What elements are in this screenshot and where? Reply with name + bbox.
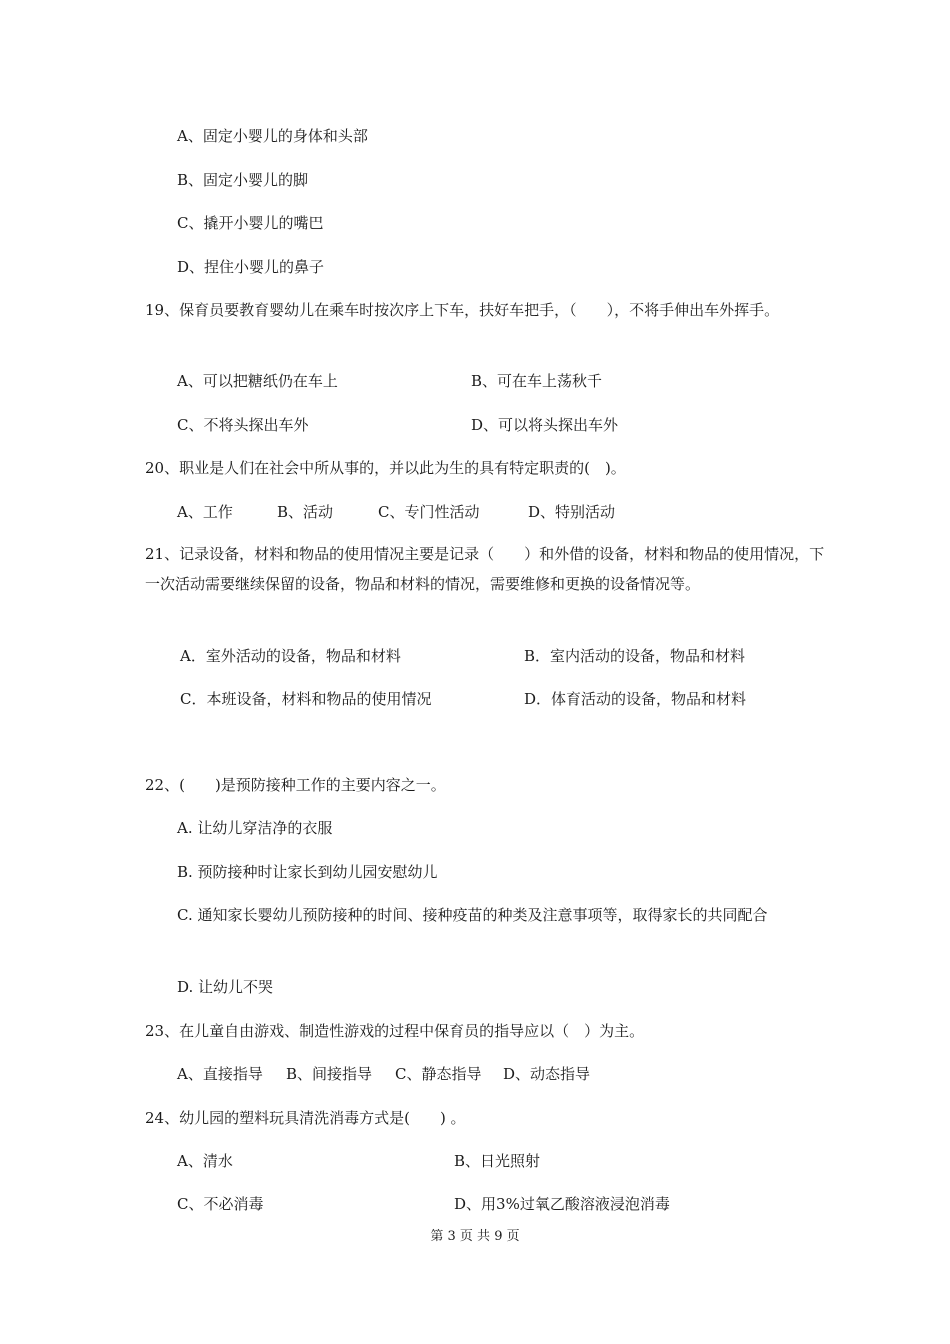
q24-stem: 24、幼儿园的塑料玩具清洗消毒方式是( ) 。 [145, 1109, 466, 1127]
q20-option-d: D、特别活动 [528, 503, 616, 521]
q19-option-d: D、可以将头探出车外 [471, 416, 619, 434]
q20-option-b: B、活动 [277, 503, 334, 521]
q23-option-d: D、动态指导 [503, 1065, 591, 1083]
q19-option-c: C、不将头探出车外 [177, 416, 309, 434]
q22-option-d: D. 让幼儿不哭 [177, 978, 274, 996]
q18-option-b: B、固定小婴儿的脚 [177, 171, 309, 189]
q18-option-c: C、撬开小婴儿的嘴巴 [177, 214, 324, 232]
q22-stem: 22、( )是预防接种工作的主要内容之一。 [145, 776, 446, 794]
q19-stem: 19、保育员要教育婴幼儿在乘车时按次序上下车，扶好车把手，（ ），不将手伸出车外挥手。 [145, 301, 780, 319]
q22-option-b: B. 预防接种时让家长到幼儿园安慰幼儿 [177, 863, 438, 881]
q20-option-a: A、工作 [177, 503, 233, 521]
q21-option-d: D．体育活动的设备，物品和材料 [524, 690, 747, 708]
q18-option-a: A、固定小婴儿的身体和头部 [177, 127, 368, 145]
q24-option-b: B、日光照射 [454, 1152, 541, 1170]
q20-option-c: C、专门性活动 [378, 503, 480, 521]
q20-stem: 20、职业是人们在社会中所从事的，并以此为生的具有特定职责的( )。 [145, 459, 626, 477]
q21-stem: 21、记录设备，材料和物品的使用情况主要是记录（ ）和外借的设备，材料和物品的使用情况，下一次活动需要继续保留的设备，物品和材料的情况，需要维修和更换的设备情况等。 [145, 545, 825, 593]
q23-stem: 23、在儿童自由游戏、制造性游戏的过程中保育员的指导应以（ ）为主。 [145, 1022, 645, 1040]
q22-option-a: A. 让幼儿穿洁净的衣服 [177, 819, 333, 837]
q21-option-c: C．本班设备，材料和物品的使用情况 [180, 690, 432, 708]
q24-option-d: D、用3%过氧乙酸溶液浸泡消毒 [454, 1195, 670, 1213]
q21-option-b: B．室内活动的设备，物品和材料 [524, 647, 746, 665]
q21-option-a: A．室外活动的设备，物品和材料 [180, 647, 401, 665]
q19-option-a: A、可以把糖纸仍在车上 [177, 372, 338, 390]
q22-option-c: C. 通知家长婴幼儿预防接种的时间、接种疫苗的种类及注意事项等，取得家长的共同配合 [177, 906, 768, 924]
q24-option-c: C、不必消毒 [177, 1195, 264, 1213]
page-footer: 第 3 页 共 9 页 [430, 1229, 520, 1244]
q23-option-a: A、直接指导 [177, 1065, 263, 1083]
q23-option-c: C、静态指导 [395, 1065, 482, 1083]
q24-option-a: A、清水 [177, 1152, 233, 1170]
q19-option-b: B、可在车上荡秋千 [471, 372, 603, 390]
q23-option-b: B、间接指导 [286, 1065, 373, 1083]
q18-option-d: D、捏住小婴儿的鼻子 [177, 258, 325, 276]
